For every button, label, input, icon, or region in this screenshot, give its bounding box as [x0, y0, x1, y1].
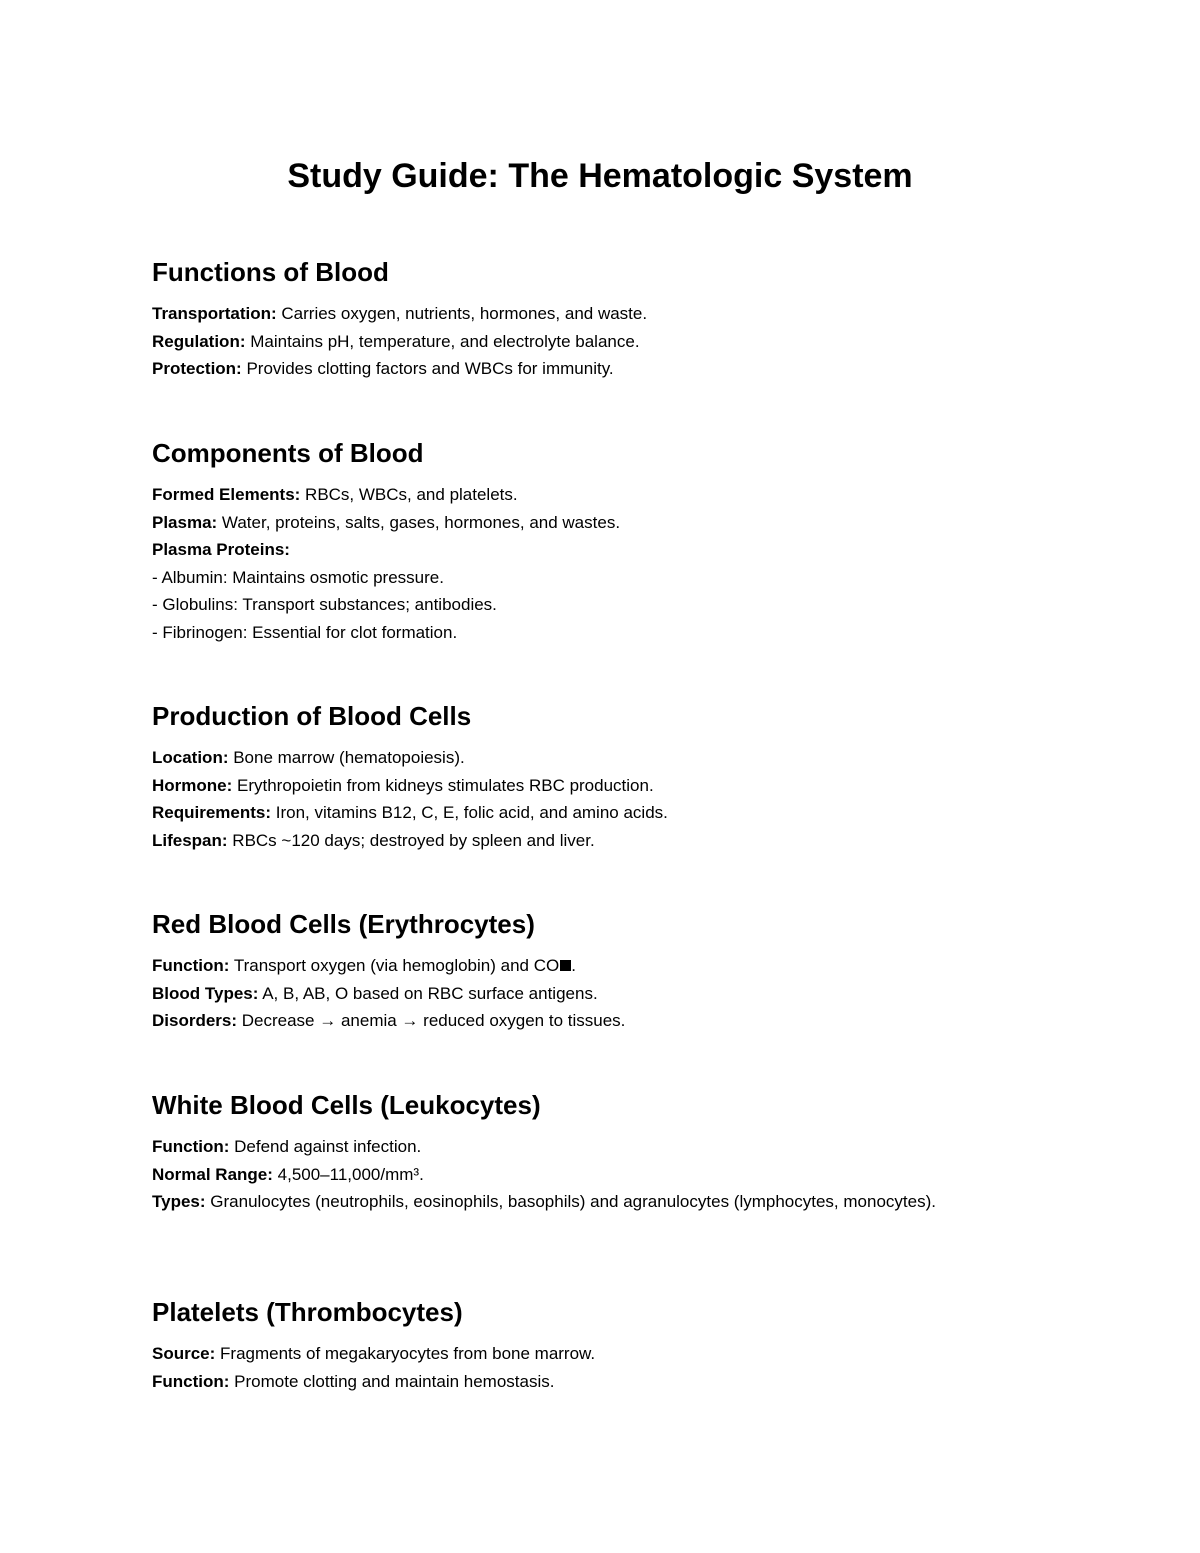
item-label: Blood Types:	[152, 983, 259, 1003]
item-text: RBCs ~120 days; destroyed by spleen and liver.	[227, 830, 595, 850]
item-label: Plasma:	[152, 512, 218, 532]
item-text: - Globulins: Transport substances; antibodies.	[152, 595, 497, 614]
item-blood-types	[152, 980, 972, 1008]
item-source	[152, 1340, 972, 1368]
item-label: Lifespan:	[152, 830, 228, 850]
item-text: A, B, AB, O based on RBC surface antigens.	[258, 983, 598, 1003]
section-platelets	[152, 1296, 972, 1395]
item-globulins	[152, 591, 972, 619]
item-text: RBCs, WBCs, and platelets.	[300, 485, 518, 504]
item-text-tail: .	[571, 956, 576, 975]
item-label: Function:	[152, 956, 230, 975]
item-text: Carries oxygen, nutrients, hormones, and waste.	[276, 304, 648, 323]
item-albumin	[152, 564, 972, 592]
section-white-blood-cells	[152, 1089, 972, 1216]
section-heading: Platelets (Thrombocytes)	[152, 1297, 463, 1327]
section-heading: Production of Blood Cells	[152, 701, 472, 731]
item-label: Disorders:	[152, 1011, 238, 1030]
section-functions-of-blood	[152, 256, 972, 383]
item-text: Defend against infection.	[229, 1137, 422, 1156]
item-text: Erythropoietin from kidneys stimulates RBC production.	[232, 775, 654, 795]
item-lifespan	[152, 827, 972, 855]
item-text: Bone marrow (hematopoiesis).	[228, 748, 465, 767]
item-text: Promote clotting and maintain hemostasis.	[229, 1371, 555, 1391]
item-text: Transport oxygen (via hemoglobin) and CO	[229, 956, 560, 975]
item-function	[152, 1368, 972, 1396]
item-label: Formed Elements:	[152, 485, 301, 504]
item-types	[152, 1188, 972, 1216]
section-red-blood-cells	[152, 908, 972, 1035]
item-label: Hormone:	[152, 775, 233, 795]
page-title: Study Guide: The Hematologic System	[287, 157, 913, 195]
item-plasma	[152, 509, 972, 537]
item-text: Provides clotting factors and WBCs for immunity.	[241, 359, 614, 378]
item-fibrinogen	[152, 619, 972, 647]
item-normal-range	[152, 1161, 972, 1189]
item-text: - Albumin: Maintains osmotic pressure.	[152, 567, 444, 587]
item-protection	[152, 355, 972, 383]
item-location	[152, 744, 972, 772]
item-plasma-proteins	[152, 536, 972, 564]
item-disorders	[152, 1007, 972, 1035]
item-text: Decrease → anemia → reduced oxygen to tissues.	[237, 1011, 626, 1030]
item-label: Function:	[152, 1371, 230, 1391]
section-components-of-blood	[152, 437, 972, 646]
item-text: Fragments of megakaryocytes from bone marrow.	[215, 1344, 596, 1363]
section-heading: Functions of Blood	[152, 257, 389, 287]
section-heading: Components of Blood	[152, 438, 424, 468]
item-function	[152, 952, 972, 980]
item-label: Transportation:	[152, 304, 277, 323]
item-label: Requirements:	[152, 803, 272, 822]
item-text: Water, proteins, salts, gases, hormones, and wastes.	[217, 512, 621, 532]
item-label: Types:	[152, 1192, 206, 1211]
item-label: Source:	[152, 1344, 216, 1363]
item-label: Regulation:	[152, 331, 246, 351]
missing-glyph-box	[560, 960, 571, 971]
section-heading: White Blood Cells (Leukocytes)	[152, 1090, 541, 1120]
item-requirements	[152, 799, 972, 827]
section-heading: Red Blood Cells (Erythrocytes)	[152, 909, 535, 939]
item-text: 4,500–11,000/mm³.	[272, 1164, 424, 1184]
item-hormone	[152, 772, 972, 800]
item-text: Iron, vitamins B12, C, E, folic acid, and amino acids.	[271, 803, 668, 822]
item-label: Normal Range:	[152, 1164, 273, 1184]
item-function	[152, 1133, 972, 1161]
item-label: Plasma Proteins:	[152, 540, 290, 559]
section-production-of-blood-cells	[152, 700, 972, 854]
item-formed-elements	[152, 481, 972, 509]
item-label: Location:	[152, 748, 229, 767]
item-label: Function:	[152, 1137, 230, 1156]
item-text: Maintains pH, temperature, and electrolyte balance.	[245, 331, 640, 351]
item-text: - Fibrinogen: Essential for clot formation.	[152, 622, 458, 642]
item-text: Granulocytes (neutrophils, eosinophils, basophils) and agranulocytes (lymphocytes, monocytes).	[205, 1192, 936, 1211]
item-transportation	[152, 300, 972, 328]
item-label: Protection:	[152, 359, 242, 378]
item-regulation	[152, 328, 972, 356]
